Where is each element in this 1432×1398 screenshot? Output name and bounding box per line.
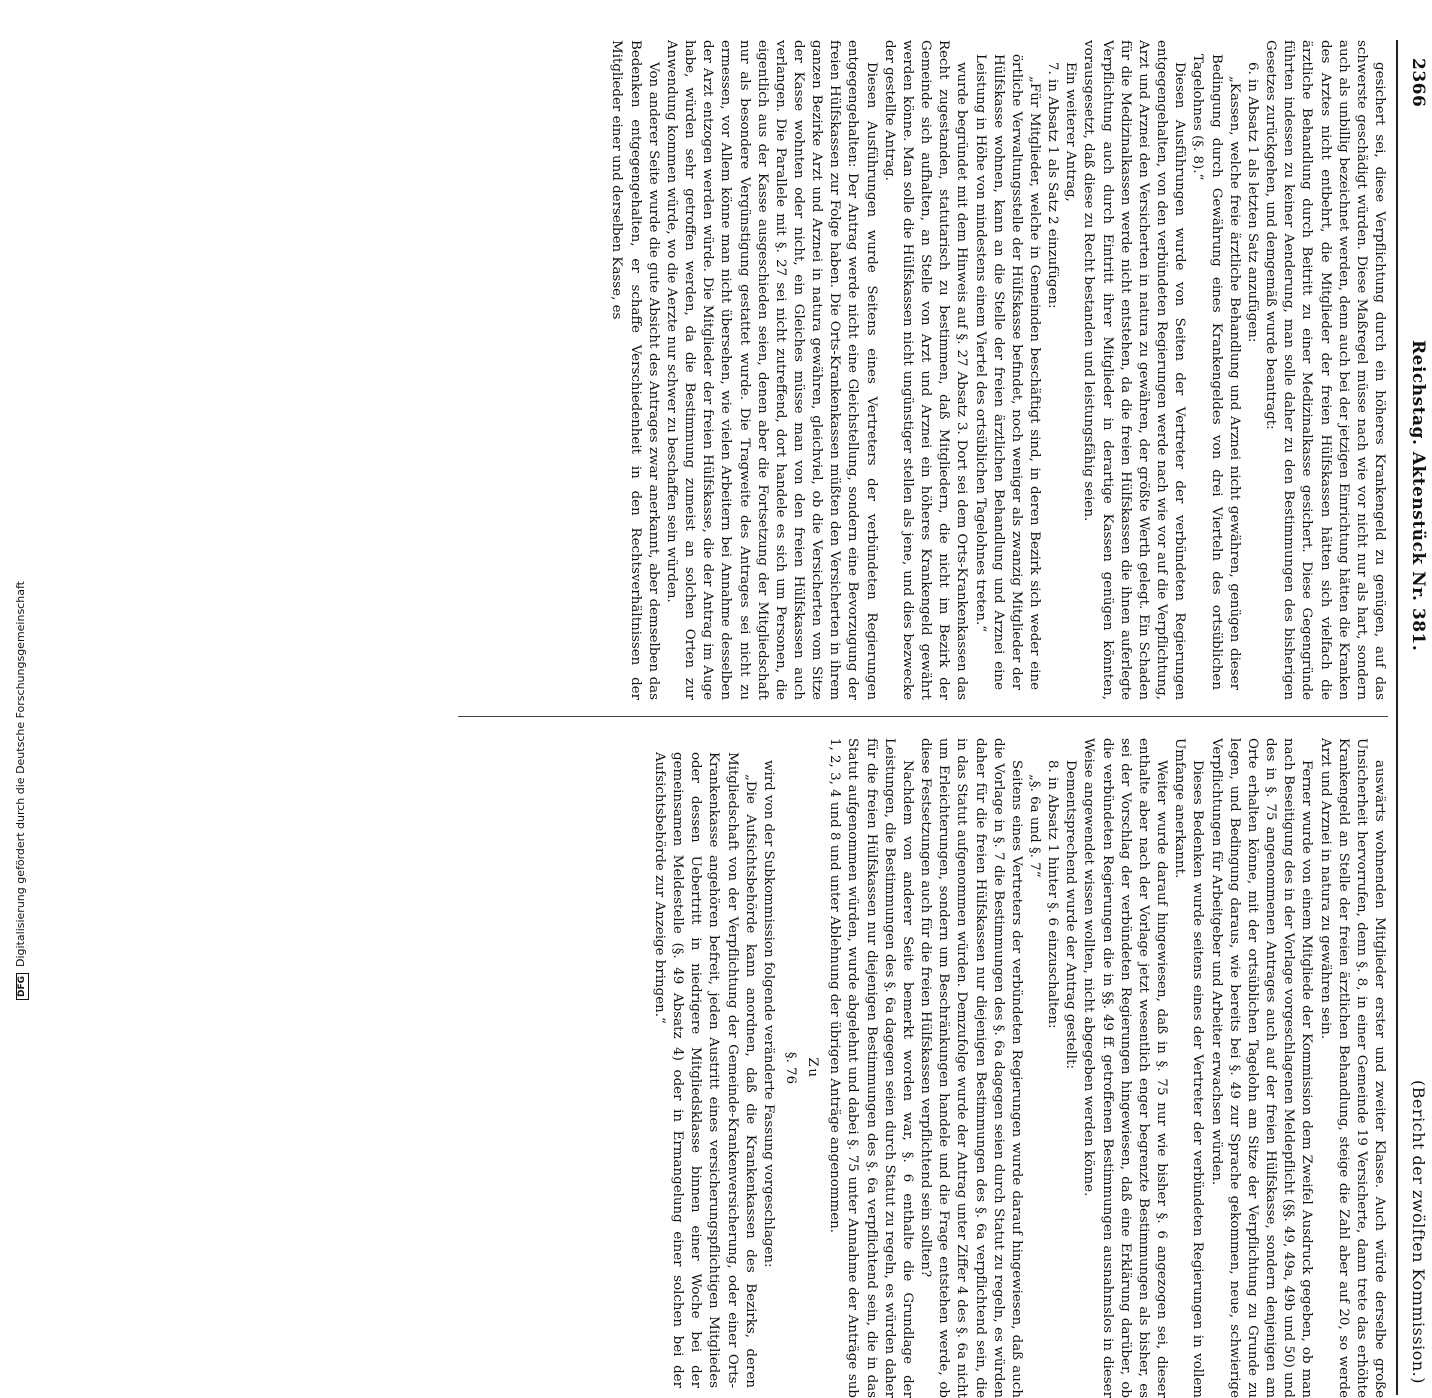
quoted-motion: „Für Mitglieder, welche in Gemeinden beschäftigt sind, in deren Bezirk sich weder eine örtliche Verwaltungsstelle der Hülfskasse befindet, noch weniger als zwanzig Mitglieder der Hülfskasse wohnen, kann an die Stelle der freien ärztlichen Behandlung und Arznei eine Leistung in Höhe von mindestens einem Viertel des ortsüblichen Tagelohnes treten.“ bbox=[972, 54, 1043, 690]
section-heading: §. 76 bbox=[783, 1051, 798, 1085]
page-number: 2366 bbox=[1408, 58, 1428, 108]
paragraph: Von anderer Seite wurde die gute Absicht des Antrages zwar anerkannt, aber demselben das Bedenken entgegengehalten, er schaffe Verschiedenheit in den Rechtsverhältnissen der Mitglieder einer und derselben Kasse, es bbox=[609, 40, 661, 700]
paragraph: Ferner wurde von einem Mitgliede der Kommission dem Zweifel Ausdruck gegeben, ob man nach Beseitigung des in der Vorlage vorgeschlagenen Meldepflicht (§§. 49, 49a, 49b und 50) und des in §. 75 angenommenen Antrages auch auf der freien Hülfskasse, sondern denjenigen am Orte erhalten könne, mit der ortsüblichen Tagelohn am Sitze der Verpflichtung zu Grunde zu legen, und Bedingung daraus, wie bereits bei §. 49 zur Sprache gekommen, neue, schwierige Verpflichtungen für Arbeitgeber und Arbeiter erwachsen würden. bbox=[1208, 738, 1315, 1398]
paragraph: wurde begründet mit dem Hinweis auf §. 27 Absatz 3. Dort sei dem Orts-Krankenkassen das Recht zugestanden, statutarisch zu bestimmen, daß Mitgliedern, die nicht im Bezirk der Gemeinde sich aufhalten, an Stelle von Arzt und Arznei ein höheres Krankengeld gewährt werden könne. Man solle die Hülfskassen nicht ungünstiger stellen als jene, und dies bezwecke der gestellte Antrag. bbox=[881, 40, 970, 700]
text-column-right bbox=[458, 738, 1388, 1398]
motion-item: 8. in Absatz 1 hinter §. 6 einzuschalten: bbox=[1045, 760, 1061, 1029]
paragraph: Nachdem von anderer Seite bemerkt worden war, §. 6 enthalte die Grundlage der Leistungen, die Bestimmungen des §. 6a dagegen seien durch Statut zu regeln, es würden daher für die freien Hülfskassen nur diejenigen Bestimmungen des §. 6a verpflichtend sein, die in das Statut aufgenommen würden, wurde abgelehnt und dabei §. 75 unter Annahme der Anträge sub 1, 2, 3, 4 und 8 und unter Ablehnung der übrigen Anträge angenommen. bbox=[827, 738, 915, 1398]
paragraph: Diesen Ausführungen wurde Seitens eines Vertreters der verbündeten Regierungen entgegengehalten: Der Antrag werde nicht eine Gleichstellung, sondern eine Bevorzugung der freien Hülfskassen zur Folge haben. Die Orts-Krankenkassen müßten den Versicherten in ihrem ganzen Bezirke Arzt und Arznei in natura gewähren, gleichviel, ob die Versicherten vom Sitze der Kasse wohnten oder nicht, ein Gleiches müsse man von den freien Hülfskassen auch verlangen. Die Parallele mit §. 27 sei nicht zutreffend, dort handele es sich um Personen, die eigentlich aus der Kasse ausgeschieden seien, denen aber die Fortsetzung der Mitgliedschaft nur als besondere Vergünstigung gestattet wurde. Die Tragweite des Antrages sei nicht zu ermessen, vor Allem könne man nicht übersehen, wie vielen Arbeitern bei Annahme desselben der Arzt entzogen werden würde. Die Mitglieder der freien Hülfskasse, die der Antrag im Auge habe, würden sehr getroffen werden, da die Bestimmung zumeist an solchen Orten zur Anwendung kommen würde, wo die Aerzte nur schwer zu beschaffen sein würden. bbox=[663, 40, 879, 700]
column-divider bbox=[458, 716, 1388, 717]
dfg-logo: DFG bbox=[16, 973, 29, 1000]
paragraph: Dementsprechend wurde der Antrag gestellt: bbox=[1063, 760, 1079, 1069]
paragraph: Seitens eines Vertreters der verbündeten Regierungen wurde darauf hingewiesen, daß auch die Vorlage in §. 7 die Bestimmungen des §. 6a dagegen seien durch Statut zu regeln, es würden daher für die freien Hülfskassen nur diejenigen Bestimmungen des §. 6a verpflichtend sein, die in das Statut aufgenommen würden. Demzufolge wurde der Antrag unter Ziffer 4 des §. 6a nicht um Erleichterungen, sondern um Beschränkungen handele und die Frage entstehen werde, ob diese Festsetzungen auch für die freien Hülfskassen verpflichtend sein sollten? bbox=[918, 738, 1024, 1398]
paragraph: Ein weiterer Antrag, bbox=[1063, 62, 1079, 202]
motion-item: 6. in Absatz 1 als letzten Satz anzufügen: bbox=[1244, 62, 1260, 343]
paragraph: Weiter wurde darauf hingewiesen, daß in §. 75 nur wie bisher §. 6 angezogen sei, dieser enthalte aber nach der Vorlage jetzt wesentlich enger begrenzte Bestimmungen als bisher, es sei der Vorschlag der verbündeten Regierungen hingewiesen, daß eine Erklärung darüber, ob die verbündeten Regierungen die in §§. 49 ff. getroffenen Bestimmungen ausnahmslos in dieser Weise angewendet wissen wollten, nicht abgegeben werden könne. bbox=[1081, 738, 1170, 1398]
quoted-proposal: „Die Aufsichtsbehörde kann anordnen, daß die Krankenkassen des Bezirks, deren Mitgliedschaft von der Verpflichtung der Gemeinde-Krankenversicherung, oder einer Orts-Krankenkasse angehören befreit, jeden Austritt eines versicherungspflichtigen Mitgliedes oder dessen Uebertritt in niedrigere Mitgliedsklasse binnen einer Woche bei der gemeinsamen Meldestelle (§. 49 Absatz 4) oder in Ermangelung einer solchen bei der Aufsichtsbehörde zur Anzeige bringen.“ bbox=[651, 752, 758, 1388]
section-intro: Zu bbox=[805, 1057, 821, 1079]
running-head: Reichstag. Aktenstück Nr. 381. bbox=[1408, 340, 1428, 652]
quoted-motion: „Kassen, welche freie ärztliche Behandlung und Arznei nicht gewähren, genügen dieser Bedingung durch Gewährung eines Krankengeldes von drei Vierteln des ortsüblichen Tagelohnes (§. 8).“ bbox=[1190, 54, 1242, 690]
paragraph: gesichert sei, diese Verpflichtung durch ein höheres Krankengeld zu genügen, auf das schwerste geschädigt würden. Diese Maßregel müsse nach wie vor nicht nur als hart, sondern auch als unbillig bezeichnet werden, denn auch bei der jetzigen Einrichtung hätten die Kranken des Arztes nicht entbehrt, die Mitglieder der freien Hülfskassen hätten sich vielfach die ärztliche Behandlung durch Beitritt zu einer Medizinalkasse gesichert. Diese Gegengründe führten indessen zu keiner Aenderung, man solle daher zu den Bestimmungen des bisherigen Gesetzes zurückgehen, und demgemäß wurde beantragt: bbox=[1263, 40, 1387, 700]
running-subtitle: (Bericht der zwölften Kommission.) bbox=[1409, 1080, 1428, 1384]
paragraph: auswärts wohnenden Mitglieder erster und zweiter Klasse. Auch würde derselbe große Unsicherheit hervorrufen, denn §. 8, in einer Gemeinde 19 Versicherte, dann trete das erhöhte Krankengeld an Stelle der freien ärztlichen Behandlung, steige die Zahl aber auf 20, so werde Arzt und Arznei in natura zu gewähren sein. bbox=[1317, 738, 1387, 1398]
text-column-left bbox=[458, 40, 1388, 700]
footer-text: Digitalisierung gefördert durch die Deutsche Forschungsgemeinschaft bbox=[14, 581, 27, 967]
motion-item: 7. in Absatz 1 als Satz 2 einzufügen: bbox=[1045, 62, 1061, 309]
paragraph: Diesen Ausführungen wurde von Seiten der Vertreter der verbündeten Regierungen entgegengehalten, von den verbündeten Regierungen werde nach wie vor auf die Verpflichtung, Arzt und Arznei den Versicherten in natura zu gewähren, der größte Werth gelegt. Ein Schaden für die Medizinalkassen werde nicht entstehen, da die freien Hülfskassen die ihnen auferlegte Verpflichtung auch durch Eintritt ihrer Mitglieder in derartige Kassen genügen könnten, vorausgesetzt, daß diese zu Recht bestanden und leistungsfähig seien. bbox=[1081, 40, 1188, 700]
digitization-footer bbox=[14, 0, 28, 1000]
paragraph: Dieses Bedenken wurde seitens eines der Vertreter der verbündeten Regierungen in vollem Umfange anerkannt. bbox=[1172, 738, 1206, 1398]
quoted-motion: „§. 6a und §. 7“ bbox=[1027, 774, 1043, 878]
header-rule bbox=[1396, 40, 1398, 1395]
paragraph: wird von der Subkommission folgende veränderte Fassung vorgeschlagen: bbox=[760, 760, 776, 1268]
